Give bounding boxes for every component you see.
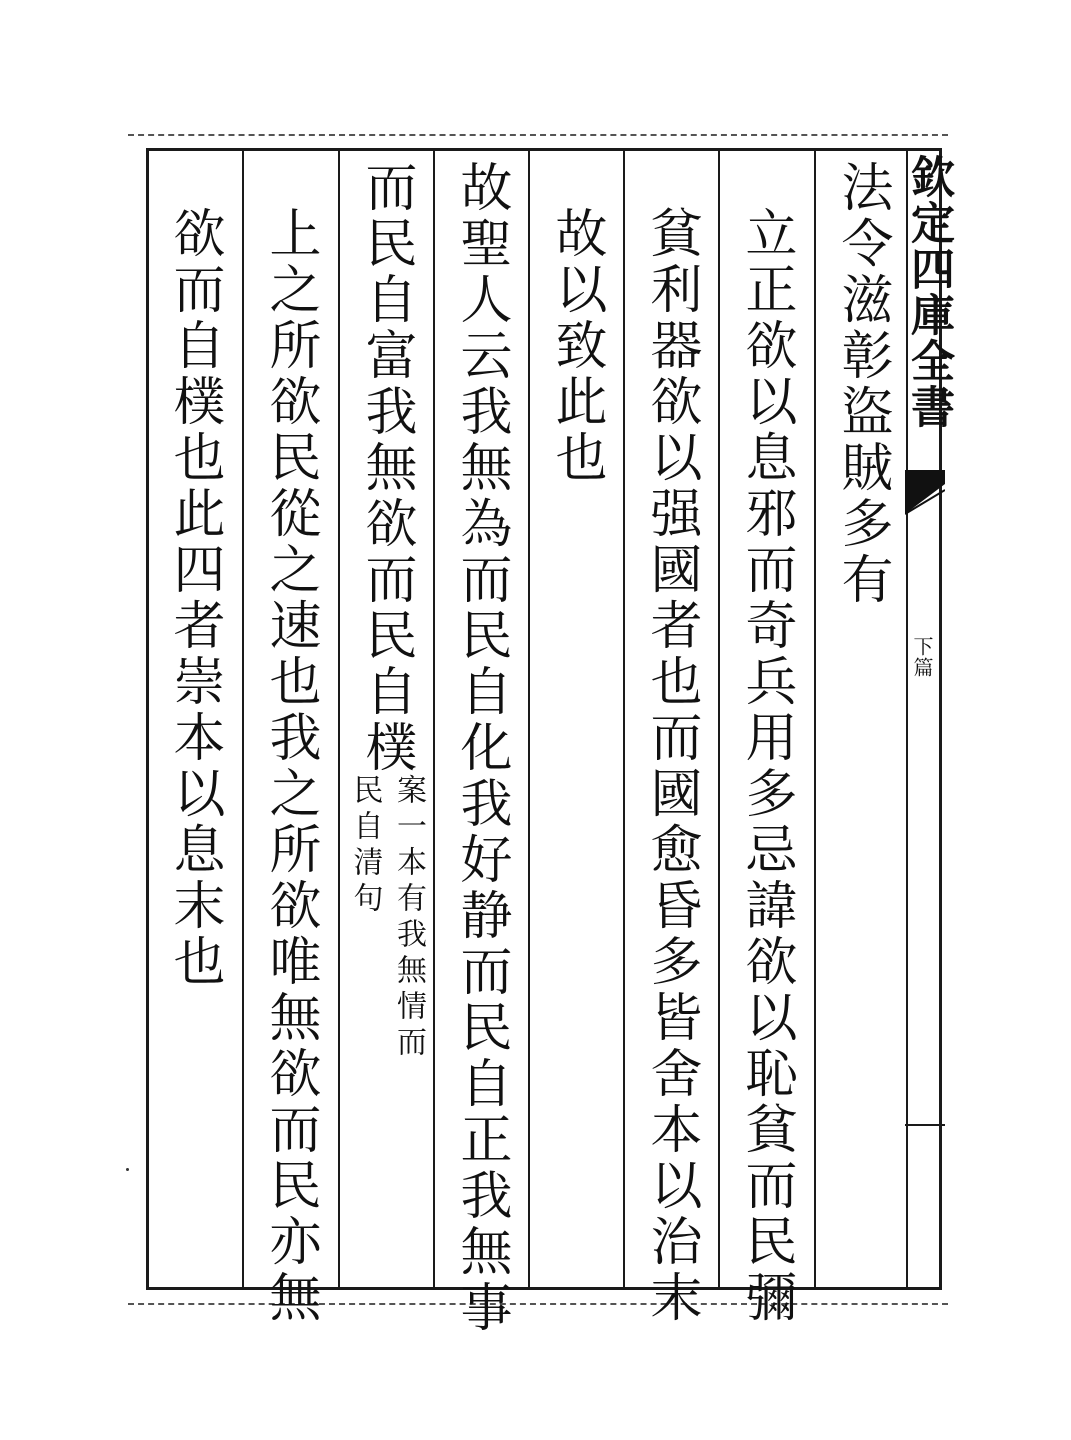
annotation-note: 案一本有我無情而民自清句	[347, 774, 426, 1062]
column-divider	[433, 151, 435, 1287]
text-column-7: 上之所欲民從之速也我之所欲唯無欲而民亦無	[260, 206, 320, 1326]
margin-rule	[905, 1124, 945, 1126]
text-column-6: 而民自富我無欲而民自樸	[356, 160, 416, 776]
column-divider	[623, 151, 625, 1287]
column-divider	[528, 151, 530, 1287]
margin-juan-label: 下篇	[910, 636, 934, 678]
text-column-1: 法令滋彰盜賊多有	[832, 160, 892, 608]
text-column-3: 貧利器欲以强國者也而國愈昏多皆舍本以治末	[641, 206, 701, 1326]
bottom-dashed-rule	[128, 1303, 948, 1305]
text-column-8: 欲而自樸也此四者崇本以息末也	[164, 206, 224, 990]
text-column-4: 故以致此也	[546, 206, 606, 486]
ink-speck	[126, 1168, 129, 1171]
top-dashed-rule	[128, 134, 948, 136]
column-divider	[814, 151, 816, 1287]
text-column-5: 故聖人云我無為而民自化我好静而民自正我無事	[451, 160, 511, 1336]
fishtail-mark-icon	[905, 470, 945, 518]
column-divider	[338, 151, 340, 1287]
text-column-2: 立正欲以息邪而奇兵用多忌諱欲以恥貧而民彌	[736, 206, 796, 1326]
column-divider	[242, 151, 244, 1287]
column-divider	[718, 151, 720, 1287]
margin-book-title: 欽定四庫全書	[903, 154, 954, 430]
